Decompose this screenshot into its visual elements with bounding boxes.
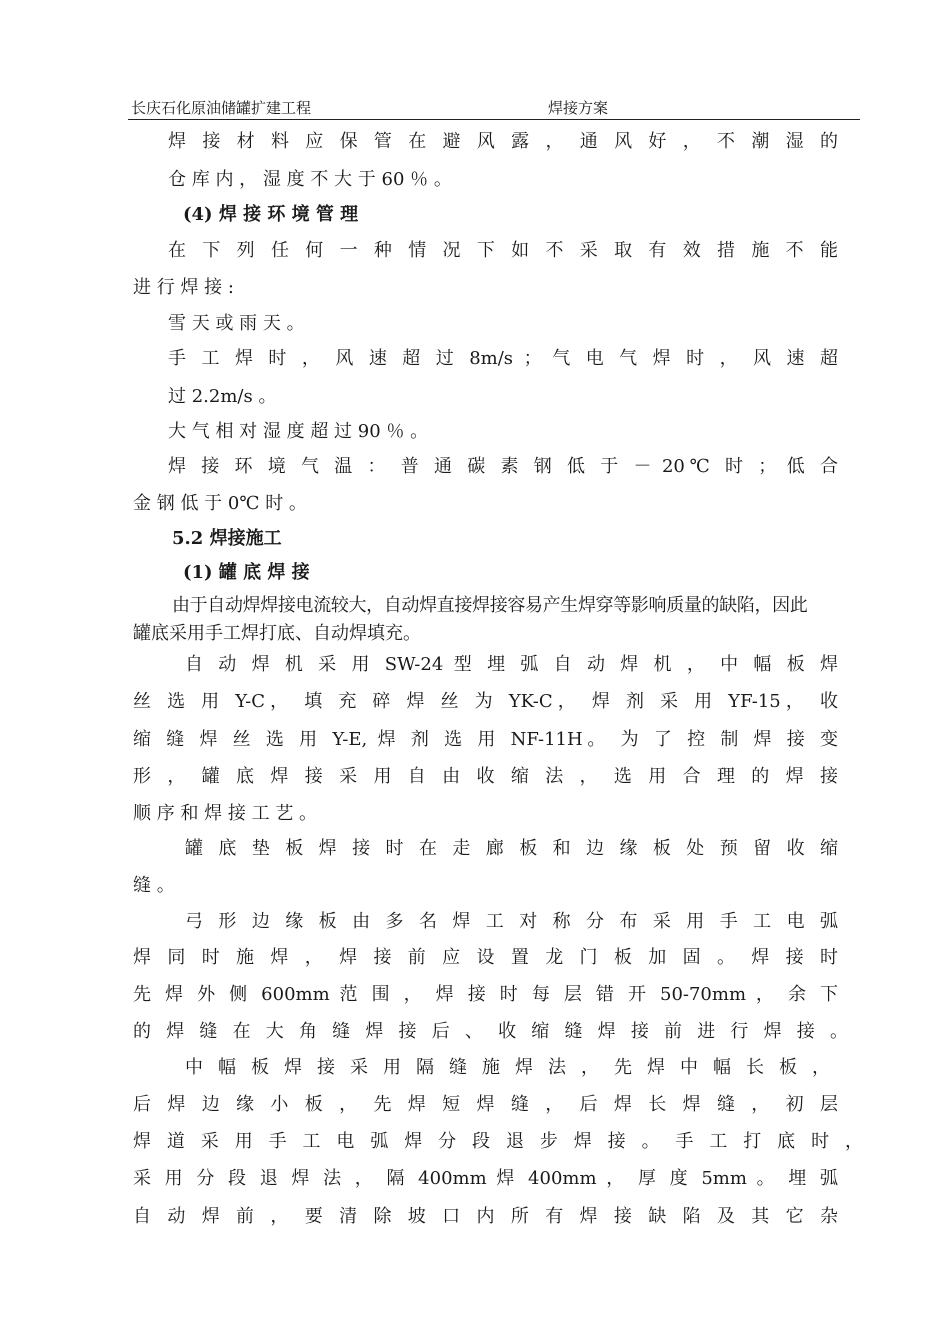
text-line: 罐底采用手工焊打底、自动焊填充。 <box>133 623 421 644</box>
page-header <box>128 97 860 120</box>
section-heading: 5.2 焊接施工 <box>172 528 282 549</box>
text-line: 先 焊 外 侧 600mm 范 围 ， 焊 接 时 每 层 错 开 50-70mm ， 余 下 <box>133 984 838 1005</box>
text-line: 自 动 焊 前 ， 要 清 除 坡 口 内 所 有 焊 接 缺 陷 及 其 它 杂 <box>133 1206 838 1227</box>
text-line: 由于自动焊焊接电流较大，自动焊直接焊接容易产生焊穿等影响质量的缺陷，因此 <box>172 595 808 616</box>
text-line: 雪 天 或 雨 天 。 <box>168 313 305 334</box>
text-line: 丝 选 用 Y-C， 填 充 碎 焊 丝 为 YK-C， 焊 剂 采 用 YF-15， 收 <box>133 691 838 712</box>
header-doc-title: 焊接方案 <box>548 99 609 117</box>
text-line: 大 气 相 对 湿 度 超 过 90 ％ 。 <box>168 421 429 442</box>
text-line: 罐 底 垫 板 焊 接 时 在 走 廊 板 和 边 缘 板 处 预 留 收 缩 <box>185 838 838 859</box>
subsection-heading: (1) 罐 底 焊 接 <box>183 562 310 583</box>
text-line: 焊 接 环 境 气 温 ： 普 通 碳 素 钢 低 于 － 20℃ 时 ； 低 合 <box>168 456 838 477</box>
text-line: 弓 形 边 缘 板 由 多 名 焊 工 对 称 分 布 采 用 手 工 电 弧 <box>185 911 838 932</box>
text-line: 中 幅 板 焊 接 采 用 隔 缝 施 焊 法 ， 先 焊 中 幅 长 板 ， <box>185 1057 830 1078</box>
text-line: 金 钢 低 于 0℃ 时 。 <box>133 493 307 514</box>
text-line: 进 行 焊 接 : <box>133 277 234 298</box>
text-line: 过 2.2m/s 。 <box>168 386 277 407</box>
text-line: 仓 库 内 ， 湿 度 不 大 于 60 ％ 。 <box>168 169 452 190</box>
text-line: 缩 缝 焊 丝 选 用 Y-E, 焊 剂 选 用 NF-11H。 为 了 控 制 焊 接 变 <box>133 729 838 750</box>
text-line: 焊 接 材 料 应 保 管 在 避 风 露 ， 通 风 好 ， 不 潮 湿 的 <box>168 131 838 152</box>
text-line: 手 工 焊 时 ， 风 速 超 过 8m/s ； 气 电 气 焊 时 ， 风 速 超 <box>168 348 838 369</box>
section-heading: (4) 焊 接 环 境 管 理 <box>183 204 359 225</box>
text-line: 焊 同 时 施 焊 ， 焊 接 前 应 设 置 龙 门 板 加 固 。 焊 接 时 <box>133 947 838 968</box>
text-line: 在 下 列 任 何 一 种 情 况 下 如 不 采 取 有 效 措 施 不 能 <box>168 240 838 261</box>
text-line: 缝 。 <box>133 875 175 896</box>
text-line: 自 动 焊 机 采 用 SW-24 型 埋 弧 自 动 焊 机 ， 中 幅 板 焊 <box>185 654 838 675</box>
text-line: 顺 序 和 焊 接 工 艺 。 <box>133 803 318 824</box>
text-line: 后 焊 边 缘 小 板 ， 先 焊 短 焊 缝 ， 后 焊 长 焊 缝 ， 初 层 <box>133 1094 838 1115</box>
text-line: 焊 道 采 用 手 工 电 弧 焊 分 段 退 步 焊 接 。 手 工 打 底 时 ， <box>133 1131 863 1152</box>
header-project-name: 长庆石化原油储罐扩建工程 <box>131 99 312 117</box>
text-line: 形 ， 罐 底 焊 接 采 用 自 由 收 缩 法 ， 选 用 合 理 的 焊 接 <box>133 766 838 787</box>
text-line: 采 用 分 段 退 焊 法 ， 隔 400mm 焊 400mm ， 厚 度 5mm 。 埋 弧 <box>133 1168 838 1189</box>
text-line: 的 焊 缝 在 大 角 缝 焊 接 后 、 收 缩 缝 焊 接 前 进 行 焊 接 。 <box>133 1021 848 1042</box>
